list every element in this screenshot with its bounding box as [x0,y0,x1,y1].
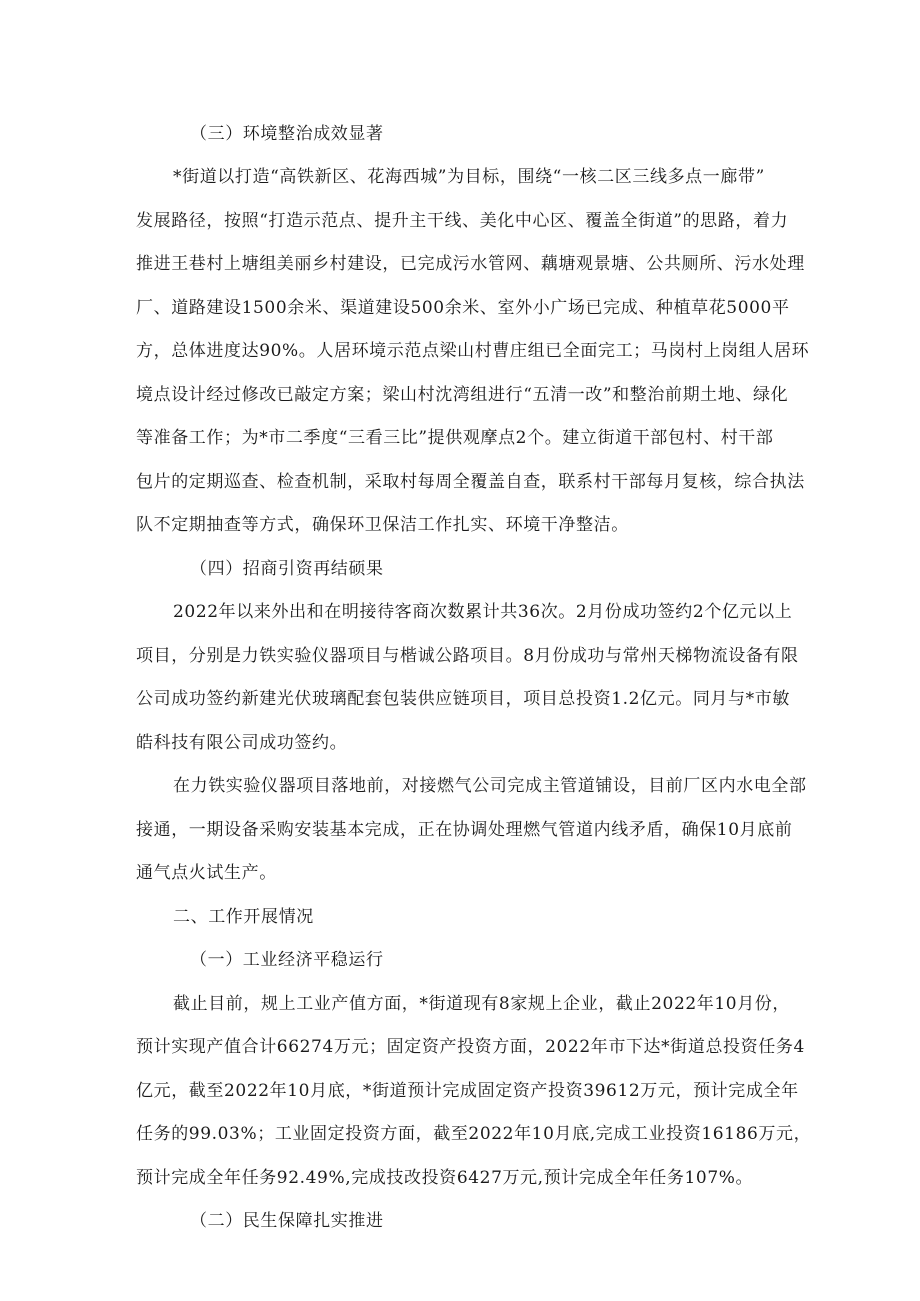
paragraph-line: 接通，一期设备采购安装基本完成，正在协调处理燃气管道内线矛盾，确保10月底前 [136,820,793,840]
paragraph-line: 推进王巷村上塘组美丽乡村建设，已完成污水管网、藕塘观景塘、公共厕所、污水处理 [136,254,805,274]
paragraph-line: 境点设计经过修改已敲定方案；梁山村沈湾组进行“五清一改”和整治前期土地、绿化 [136,385,789,405]
paragraph-line: 亿元，截至2022年10月底，*街道预计完成固定资产投资39612万元，预计完成全年 [136,1081,799,1101]
paragraph-line: 项目，分别是力铁实验仪器项目与楷诚公路项目。8月份成功与常州天梯物流设备有限 [136,646,799,666]
paragraph-line: 厂、道路建设1500余米、渠道建设500余米、室外小广场已完成、种植草花5000平 [136,298,790,318]
paragraph-line: 预计实现产值合计66274万元；固定资产投资方面，2022年市下达*街道总投资任务4 [136,1037,805,1057]
part-heading-2: 二、工作开展情况 [173,907,314,927]
paragraph-line: 等准备工作；为*市二季度“三看三比”提供观摩点2个。建立街道干部包村、村干部 [136,428,774,448]
paragraph-line: 2022年以来外出和在明接待客商次数累计共36次。2月份成功签约2个亿元以上 [173,602,793,622]
section-heading-3: （三）环境整治成效显著 [190,124,384,144]
paragraph-line: 包片的定期巡查、检查机制，采取村每周全覆盖自查，联系村干部每月复核，综合执法 [136,472,805,492]
section-heading-4: （四）招商引资再结硕果 [190,559,384,579]
paragraph-line: 通气点火试生产。 [136,863,277,883]
paragraph-line: 发展路径，按照“打造示范点、提升主干线、美化中心区、覆盖全街道”的思路，着力 [136,211,789,231]
paragraph-line: 任务的99.03%；工业固定投资方面，截至2022年10月底,完成工业投资16186万元， [136,1124,812,1144]
paragraph-line: *街道以打造“高铁新区、花海西城”为目标，围绕“一核二区三线多点一廊带” [173,167,765,187]
paragraph-line: 公司成功签约新建光伏玻璃配套包装供应链项目，项目总投资1.2亿元。同月与*市敏 [136,689,790,709]
paragraph-line: 皓科技有限公司成功签约。 [136,733,348,753]
sub-heading-2: （二）民生保障扎实推进 [190,1211,384,1231]
paragraph-line: 方，总体进度达90%。人居环境示范点梁山村曹庄组已全面完工；马岗村上岗组人居环 [136,341,810,361]
paragraph-line: 截止目前，规上工业产值方面，*街道现有8家规上企业，截止2022年10月份， [173,994,791,1014]
paragraph-line: 队不定期抽查等方式，确保环卫保洁工作扎实、环境干净整洁。 [136,515,629,535]
paragraph-line: 预计完成全年任务92.49%,完成技改投资6427万元,预计完成全年任务107%。 [136,1168,754,1188]
paragraph-line: 在力铁实验仪器项目落地前，对接燃气公司完成主管道铺设，目前厂区内水电全部 [173,776,807,796]
sub-heading-1: （一）工业经济平稳运行 [190,950,384,970]
